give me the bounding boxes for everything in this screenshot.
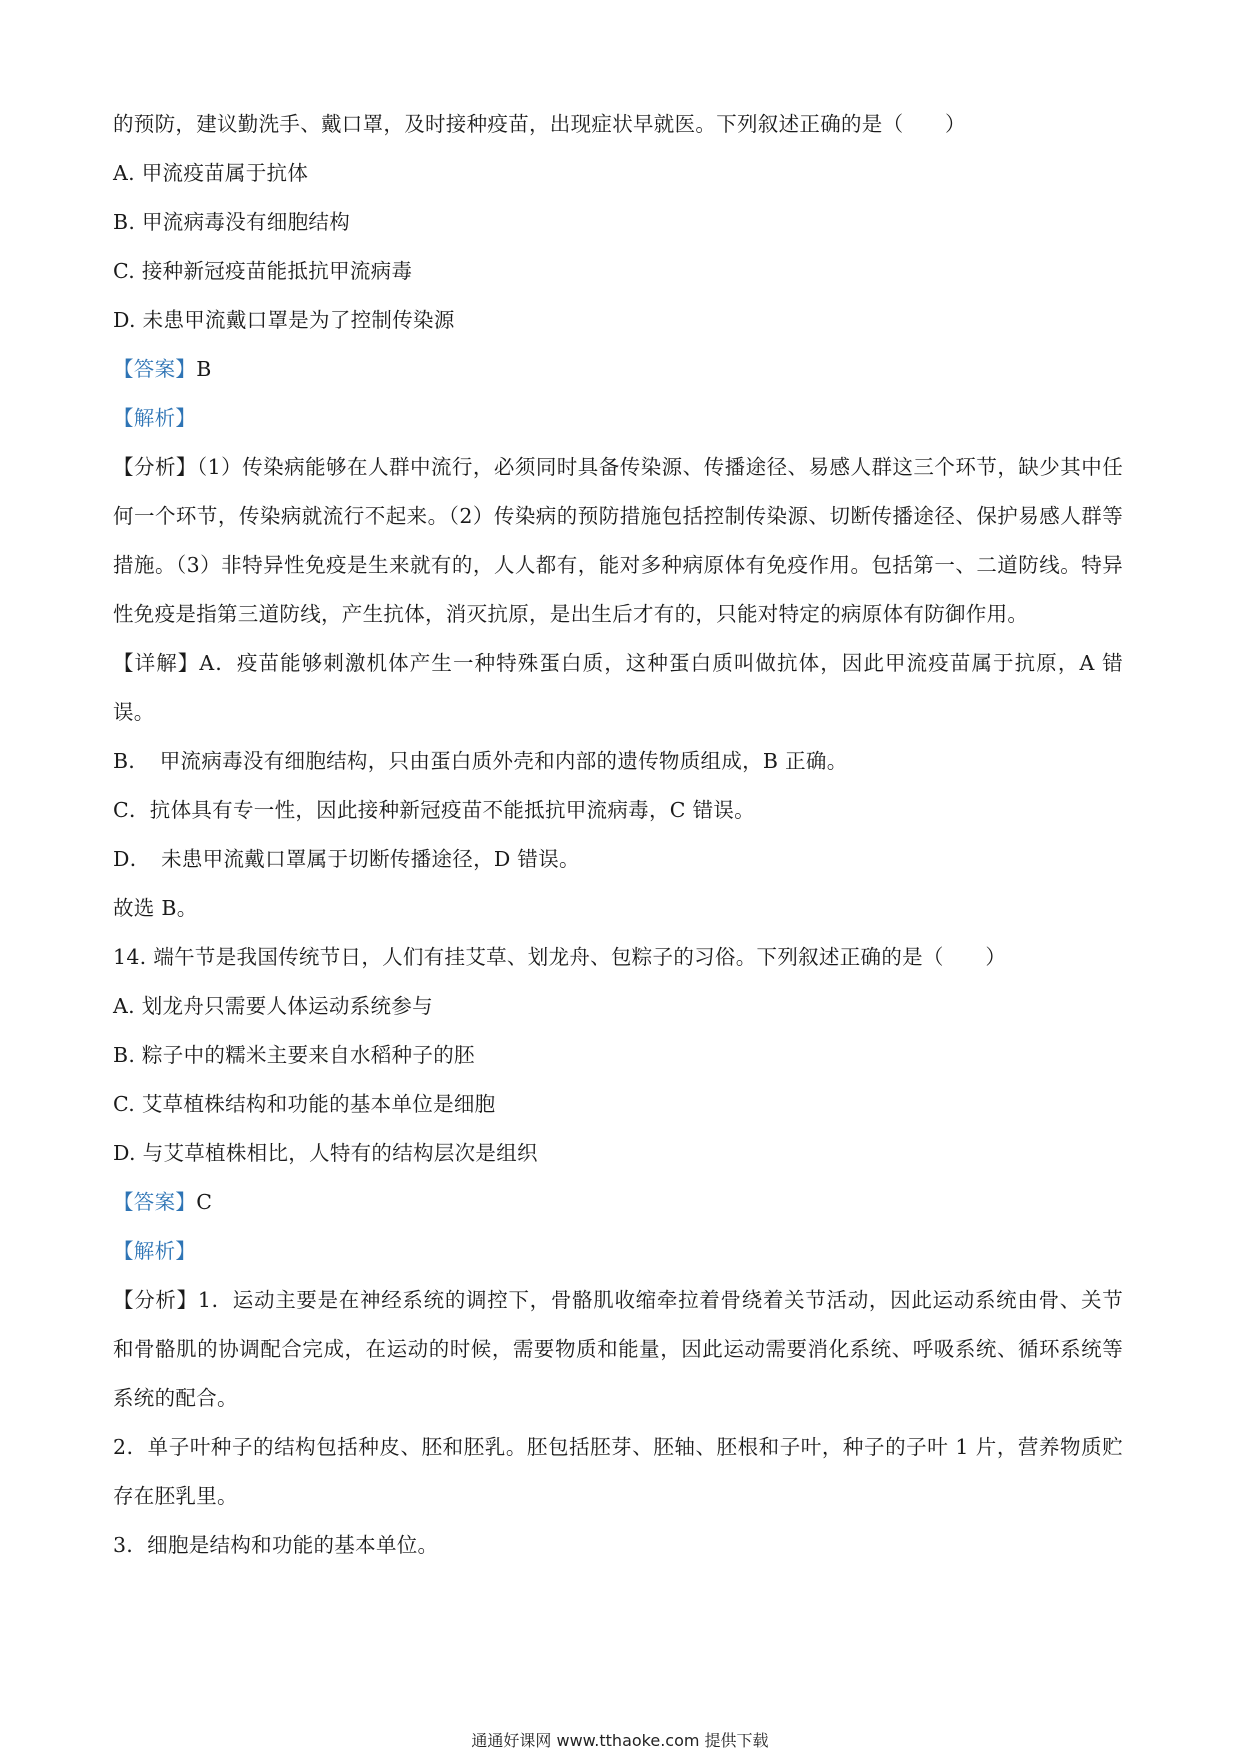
q14-analysis-1 (113, 1276, 1123, 1423)
q14-analysis-3: 3．细胞是结构和功能的基本单位。 (113, 1533, 439, 1557)
q14-option-a: A. 划龙舟只需要人体运动系统参与 (113, 994, 433, 1018)
answer-value: C (196, 1190, 213, 1214)
detail-tag: 【详解】 (113, 651, 200, 675)
q14-option-d: D. 与艾草植株相比，人特有的结构层次是组织 (113, 1141, 538, 1165)
q14-stem: 14. 端午节是我国传统节日，人们有挂艾草、划龙舟、包粽子的习俗。下列叙述正确的是（ ） (113, 945, 1007, 969)
detail-a-text: A．疫苗能够刺激机体产生一种特殊蛋白质，这种蛋白质叫做抗体，因此甲流疫苗属于抗原，A 错误。 (113, 651, 1123, 724)
answer-value: B (196, 357, 212, 381)
answer-tag: 【答案】 (113, 1190, 197, 1214)
page-content (113, 100, 1123, 1570)
analysis-tag: 【分析】 (113, 455, 197, 479)
analysis-1-text: 1．运动主要是在神经系统的调控下，骨骼肌收缩牵拉着骨绕着关节活动，因此运动系统由骨、关节和骨骼肌的协调配合完成，在运动的时候，需要物质和能量，因此运动需要消化系统、呼吸系统、循环系统等系统的配合。 (113, 1288, 1123, 1410)
analysis-text: （1）传染病能够在人群中流行，必须同时具备传染源、传播途径、易感人群这三个环节，缺少其中任何一个环节，传染病就流行不起来。（2）传染病的预防措施包括控制传染源、切断传播途径、保护易感人群等措施。（3）非特异性免疫是生来就有的，人人都有，能对多种病原体有免疫作用。包括第一、二道防线。特异性免疫是指第三道防线，产生抗体，消灭抗原，是出生后才有的，只能对特定的病原体有防御作用。 (113, 455, 1124, 626)
q14-analysis-2: 2．单子叶种子的结构包括种皮、胚和胚乳。胚包括胚芽、胚轴、胚根和子叶，种子的子叶 1 片，营养物质贮存在胚乳里。 (113, 1435, 1123, 1508)
q13-stem-tail: 的预防，建议勤洗手、戴口罩，及时接种疫苗，出现症状早就医。下列叙述正确的是（ ） (113, 112, 966, 136)
q14-answer (113, 1178, 1123, 1227)
q13-detail-b: B． 甲流病毒没有细胞结构，只由蛋白质外壳和内部的遗传物质组成，B 正确。 (113, 749, 848, 773)
q13-detail-c: C．抗体具有专一性，因此接种新冠疫苗不能抵抗甲流病毒，C 错误。 (113, 798, 755, 822)
q14-option-b: B. 粽子中的糯米主要来自水稻种子的胚 (113, 1043, 475, 1067)
analysis-tag: 【分析】 (113, 1288, 198, 1312)
q13-jiexi (113, 394, 1123, 443)
q13-option-c: C. 接种新冠疫苗能抵抗甲流病毒 (113, 259, 413, 283)
q13-detail-d: D． 未患甲流戴口罩属于切断传播途径，D 错误。 (113, 847, 580, 871)
jiexi-tag: 【解析】 (113, 406, 197, 430)
q14-option-c: C. 艾草植株结构和功能的基本单位是细胞 (113, 1092, 496, 1116)
q13-conclusion: 故选 B。 (113, 896, 198, 920)
jiexi-tag: 【解析】 (113, 1239, 197, 1263)
q13-option-d: D. 未患甲流戴口罩是为了控制传染源 (113, 308, 455, 332)
q13-option-a: A. 甲流疫苗属于抗体 (113, 161, 309, 185)
answer-tag: 【答案】 (113, 357, 197, 381)
q14-jiexi (113, 1227, 1123, 1276)
q13-detail-a (113, 639, 1123, 737)
page-footer: 通通好课网 www.tthaoke.com 提供下载 (471, 1731, 769, 1750)
q13-answer (113, 345, 1123, 394)
q13-option-b: B. 甲流病毒没有细胞结构 (113, 210, 350, 234)
q13-analysis (113, 443, 1123, 639)
